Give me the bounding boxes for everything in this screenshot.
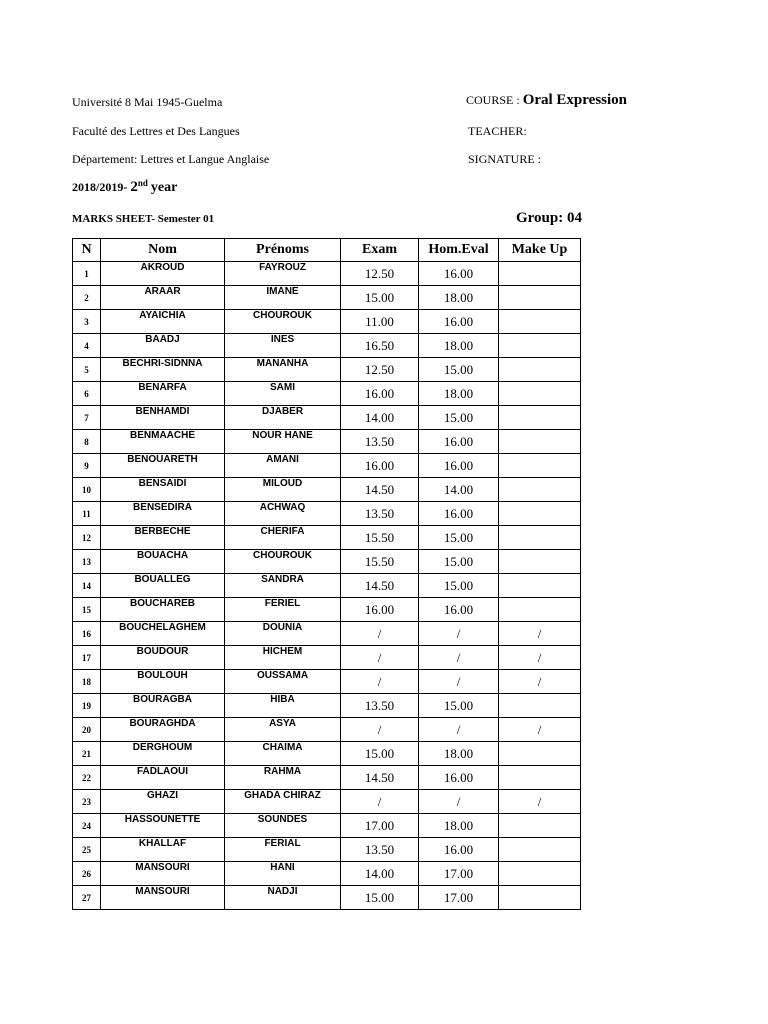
exam-mark: 15.00 xyxy=(341,742,419,766)
hom-eval-mark: 18.00 xyxy=(419,286,499,310)
hom-eval-mark: 16.00 xyxy=(419,454,499,478)
make-up-mark xyxy=(499,886,581,910)
exam-mark: 11.00 xyxy=(341,310,419,334)
row-number: 12 xyxy=(73,526,101,550)
make-up-mark xyxy=(499,766,581,790)
row-number: 7 xyxy=(73,406,101,430)
year-suffix: nd xyxy=(137,178,148,188)
year-number: 2 xyxy=(130,179,138,195)
marks-table xyxy=(72,238,581,910)
make-up-mark xyxy=(499,430,581,454)
student-last-name: BENARFA xyxy=(101,382,225,406)
student-first-name: NADJI xyxy=(225,886,341,910)
make-up-mark xyxy=(499,574,581,598)
row-number: 27 xyxy=(73,886,101,910)
exam-mark: 13.50 xyxy=(341,502,419,526)
student-last-name: HASSOUNETTE xyxy=(101,814,225,838)
hom-eval-mark: 15.00 xyxy=(419,694,499,718)
make-up-mark xyxy=(499,862,581,886)
exam-mark: 16.50 xyxy=(341,334,419,358)
student-last-name: BENSEDIRA xyxy=(101,502,225,526)
table-row xyxy=(73,334,581,358)
make-up-mark: / xyxy=(499,718,581,742)
table-row xyxy=(73,862,581,886)
student-first-name: HIBA xyxy=(225,694,341,718)
table-row xyxy=(73,598,581,622)
table-row xyxy=(73,766,581,790)
hom-eval-mark: / xyxy=(419,718,499,742)
student-last-name: BOULOUH xyxy=(101,670,225,694)
table-row xyxy=(73,454,581,478)
row-number: 24 xyxy=(73,814,101,838)
exam-mark: 12.50 xyxy=(341,262,419,286)
row-number: 5 xyxy=(73,358,101,382)
student-first-name: ASYA xyxy=(225,718,341,742)
student-last-name: AYAICHIA xyxy=(101,310,225,334)
table-row xyxy=(73,886,581,910)
make-up-mark xyxy=(499,478,581,502)
make-up-mark: / xyxy=(499,670,581,694)
student-last-name: BOUALLEG xyxy=(101,574,225,598)
make-up-mark: / xyxy=(499,790,581,814)
table-row xyxy=(73,526,581,550)
make-up-mark xyxy=(499,838,581,862)
student-first-name: SAMI xyxy=(225,382,341,406)
make-up-mark xyxy=(499,814,581,838)
hom-eval-mark: 18.00 xyxy=(419,382,499,406)
exam-mark: 13.50 xyxy=(341,838,419,862)
year-prefix: 2018/2019- xyxy=(72,180,128,194)
table-row xyxy=(73,646,581,670)
hom-eval-mark: 18.00 xyxy=(419,742,499,766)
row-number: 6 xyxy=(73,382,101,406)
student-last-name: BENSAIDI xyxy=(101,478,225,502)
student-first-name: CHERIFA xyxy=(225,526,341,550)
university-name: Université 8 Mai 1945-Guelma xyxy=(72,95,223,109)
hom-eval-mark: 14.00 xyxy=(419,478,499,502)
make-up-mark xyxy=(499,694,581,718)
exam-mark: 13.50 xyxy=(341,430,419,454)
student-last-name: BOUCHAREB xyxy=(101,598,225,622)
col-header-n: N xyxy=(73,239,101,262)
make-up-mark xyxy=(499,310,581,334)
col-header-exam: Exam xyxy=(341,239,419,262)
exam-mark: 16.00 xyxy=(341,598,419,622)
student-first-name: RAHMA xyxy=(225,766,341,790)
student-last-name: MANSOURI xyxy=(101,862,225,886)
table-row xyxy=(73,574,581,598)
exam-mark: 15.00 xyxy=(341,286,419,310)
hom-eval-mark: / xyxy=(419,790,499,814)
exam-mark: 14.50 xyxy=(341,574,419,598)
table-row xyxy=(73,670,581,694)
row-number: 26 xyxy=(73,862,101,886)
make-up-mark xyxy=(499,334,581,358)
student-last-name: AKROUD xyxy=(101,262,225,286)
hom-eval-mark: 15.00 xyxy=(419,358,499,382)
make-up-mark xyxy=(499,454,581,478)
student-first-name: DJABER xyxy=(225,406,341,430)
table-row xyxy=(73,718,581,742)
exam-mark: 14.00 xyxy=(341,862,419,886)
exam-mark: 17.00 xyxy=(341,814,419,838)
student-first-name: INES xyxy=(225,334,341,358)
row-number: 3 xyxy=(73,310,101,334)
make-up-mark xyxy=(499,286,581,310)
course-label: COURSE : xyxy=(466,93,520,107)
row-number: 2 xyxy=(73,286,101,310)
row-number: 8 xyxy=(73,430,101,454)
student-first-name: ACHWAQ xyxy=(225,502,341,526)
hom-eval-mark: 16.00 xyxy=(419,430,499,454)
make-up-mark: / xyxy=(499,646,581,670)
table-row xyxy=(73,742,581,766)
row-number: 16 xyxy=(73,622,101,646)
exam-mark: 14.50 xyxy=(341,766,419,790)
student-first-name: HICHEM xyxy=(225,646,341,670)
hom-eval-mark: 18.00 xyxy=(419,334,499,358)
table-row xyxy=(73,502,581,526)
student-last-name: BENOUARETH xyxy=(101,454,225,478)
hom-eval-mark: 16.00 xyxy=(419,310,499,334)
student-last-name: BOUACHA xyxy=(101,550,225,574)
student-first-name: AMANI xyxy=(225,454,341,478)
student-first-name: MILOUD xyxy=(225,478,341,502)
exam-mark: 13.50 xyxy=(341,694,419,718)
student-last-name: BOURAGBA xyxy=(101,694,225,718)
hom-eval-mark: 16.00 xyxy=(419,766,499,790)
make-up-mark xyxy=(499,598,581,622)
student-last-name: BENMAACHE xyxy=(101,430,225,454)
col-header-hom-eval: Hom.Eval xyxy=(419,239,499,262)
hom-eval-mark: 17.00 xyxy=(419,886,499,910)
hom-eval-mark: 16.00 xyxy=(419,262,499,286)
student-first-name: CHOUROUK xyxy=(225,550,341,574)
hom-eval-mark: 15.00 xyxy=(419,550,499,574)
make-up-mark xyxy=(499,550,581,574)
student-last-name: ARAAR xyxy=(101,286,225,310)
faculty-name: Faculté des Lettres et Des Langues xyxy=(72,124,240,138)
table-header-row xyxy=(73,239,581,262)
student-first-name: HANI xyxy=(225,862,341,886)
student-first-name: FERIEL xyxy=(225,598,341,622)
student-first-name: CHOUROUK xyxy=(225,310,341,334)
table-row xyxy=(73,814,581,838)
col-header-make-up: Make Up xyxy=(499,239,581,262)
exam-mark: 15.00 xyxy=(341,886,419,910)
student-first-name: NOUR HANE xyxy=(225,430,341,454)
make-up-mark xyxy=(499,526,581,550)
row-number: 13 xyxy=(73,550,101,574)
row-number: 9 xyxy=(73,454,101,478)
table-row xyxy=(73,694,581,718)
row-number: 20 xyxy=(73,718,101,742)
table-row xyxy=(73,838,581,862)
exam-mark: 16.00 xyxy=(341,454,419,478)
row-number: 14 xyxy=(73,574,101,598)
table-row xyxy=(73,550,581,574)
make-up-mark xyxy=(499,262,581,286)
student-first-name: IMANE xyxy=(225,286,341,310)
table-row xyxy=(73,382,581,406)
course-line xyxy=(466,92,627,109)
table-row xyxy=(73,790,581,814)
student-last-name: KHALLAF xyxy=(101,838,225,862)
signature-label: SIGNATURE : xyxy=(468,152,542,166)
student-first-name: SOUNDES xyxy=(225,814,341,838)
row-number: 19 xyxy=(73,694,101,718)
table-row xyxy=(73,406,581,430)
col-header-nom: Nom xyxy=(101,239,225,262)
hom-eval-mark: 18.00 xyxy=(419,814,499,838)
row-number: 23 xyxy=(73,790,101,814)
exam-mark: / xyxy=(341,790,419,814)
row-number: 4 xyxy=(73,334,101,358)
hom-eval-mark: 15.00 xyxy=(419,526,499,550)
student-first-name: MANANHA xyxy=(225,358,341,382)
hom-eval-mark: 15.00 xyxy=(419,574,499,598)
exam-mark: 14.50 xyxy=(341,478,419,502)
row-number: 22 xyxy=(73,766,101,790)
student-last-name: BOURAGHDA xyxy=(101,718,225,742)
exam-mark: / xyxy=(341,622,419,646)
student-first-name: CHAIMA xyxy=(225,742,341,766)
hom-eval-mark: 16.00 xyxy=(419,838,499,862)
department-name: Département: Lettres et Langue Anglaise xyxy=(72,152,270,166)
exam-mark: 12.50 xyxy=(341,358,419,382)
make-up-mark xyxy=(499,382,581,406)
row-number: 10 xyxy=(73,478,101,502)
table-row xyxy=(73,622,581,646)
student-last-name: BOUCHELAGHEM xyxy=(101,622,225,646)
student-last-name: GHAZI xyxy=(101,790,225,814)
student-last-name: BAADJ xyxy=(101,334,225,358)
student-last-name: BERBECHE xyxy=(101,526,225,550)
exam-mark: / xyxy=(341,670,419,694)
student-first-name: GHADA CHIRAZ xyxy=(225,790,341,814)
student-first-name: FERIAL xyxy=(225,838,341,862)
row-number: 18 xyxy=(73,670,101,694)
table-row xyxy=(73,478,581,502)
make-up-mark xyxy=(499,406,581,430)
row-number: 11 xyxy=(73,502,101,526)
course-name: Oral Expression xyxy=(522,92,628,108)
student-last-name: BOUDOUR xyxy=(101,646,225,670)
student-last-name: MANSOURI xyxy=(101,886,225,910)
academic-year xyxy=(72,178,177,196)
row-number: 15 xyxy=(73,598,101,622)
hom-eval-mark: / xyxy=(419,622,499,646)
table-row xyxy=(73,310,581,334)
hom-eval-mark: 15.00 xyxy=(419,406,499,430)
hom-eval-mark: 16.00 xyxy=(419,598,499,622)
group-label: Group: 04 xyxy=(516,210,582,226)
hom-eval-mark: 16.00 xyxy=(419,502,499,526)
student-last-name: DERGHOUM xyxy=(101,742,225,766)
row-number: 21 xyxy=(73,742,101,766)
table-row xyxy=(73,262,581,286)
exam-mark: / xyxy=(341,646,419,670)
row-number: 17 xyxy=(73,646,101,670)
student-first-name: DOUNIA xyxy=(225,622,341,646)
table-row xyxy=(73,358,581,382)
hom-eval-mark: / xyxy=(419,646,499,670)
student-last-name: FADLAOUI xyxy=(101,766,225,790)
hom-eval-mark: 17.00 xyxy=(419,862,499,886)
teacher-label: TEACHER: xyxy=(468,124,527,138)
table-row xyxy=(73,286,581,310)
make-up-mark: / xyxy=(499,622,581,646)
student-first-name: OUSSAMA xyxy=(225,670,341,694)
sheet-title: MARKS SHEET- Semester 01 xyxy=(72,213,215,225)
exam-mark: 15.50 xyxy=(341,526,419,550)
row-number: 1 xyxy=(73,262,101,286)
student-first-name: SANDRA xyxy=(225,574,341,598)
exam-mark: 14.00 xyxy=(341,406,419,430)
student-last-name: BECHRI-SIDNNA xyxy=(101,358,225,382)
exam-mark: 15.50 xyxy=(341,550,419,574)
col-header-prenoms: Prénoms xyxy=(225,239,341,262)
make-up-mark xyxy=(499,742,581,766)
student-last-name: BENHAMDI xyxy=(101,406,225,430)
exam-mark: / xyxy=(341,718,419,742)
make-up-mark xyxy=(499,358,581,382)
make-up-mark xyxy=(499,502,581,526)
student-first-name: FAYROUZ xyxy=(225,262,341,286)
hom-eval-mark: / xyxy=(419,670,499,694)
exam-mark: 16.00 xyxy=(341,382,419,406)
row-number: 25 xyxy=(73,838,101,862)
year-word: year xyxy=(150,180,178,195)
table-row xyxy=(73,430,581,454)
